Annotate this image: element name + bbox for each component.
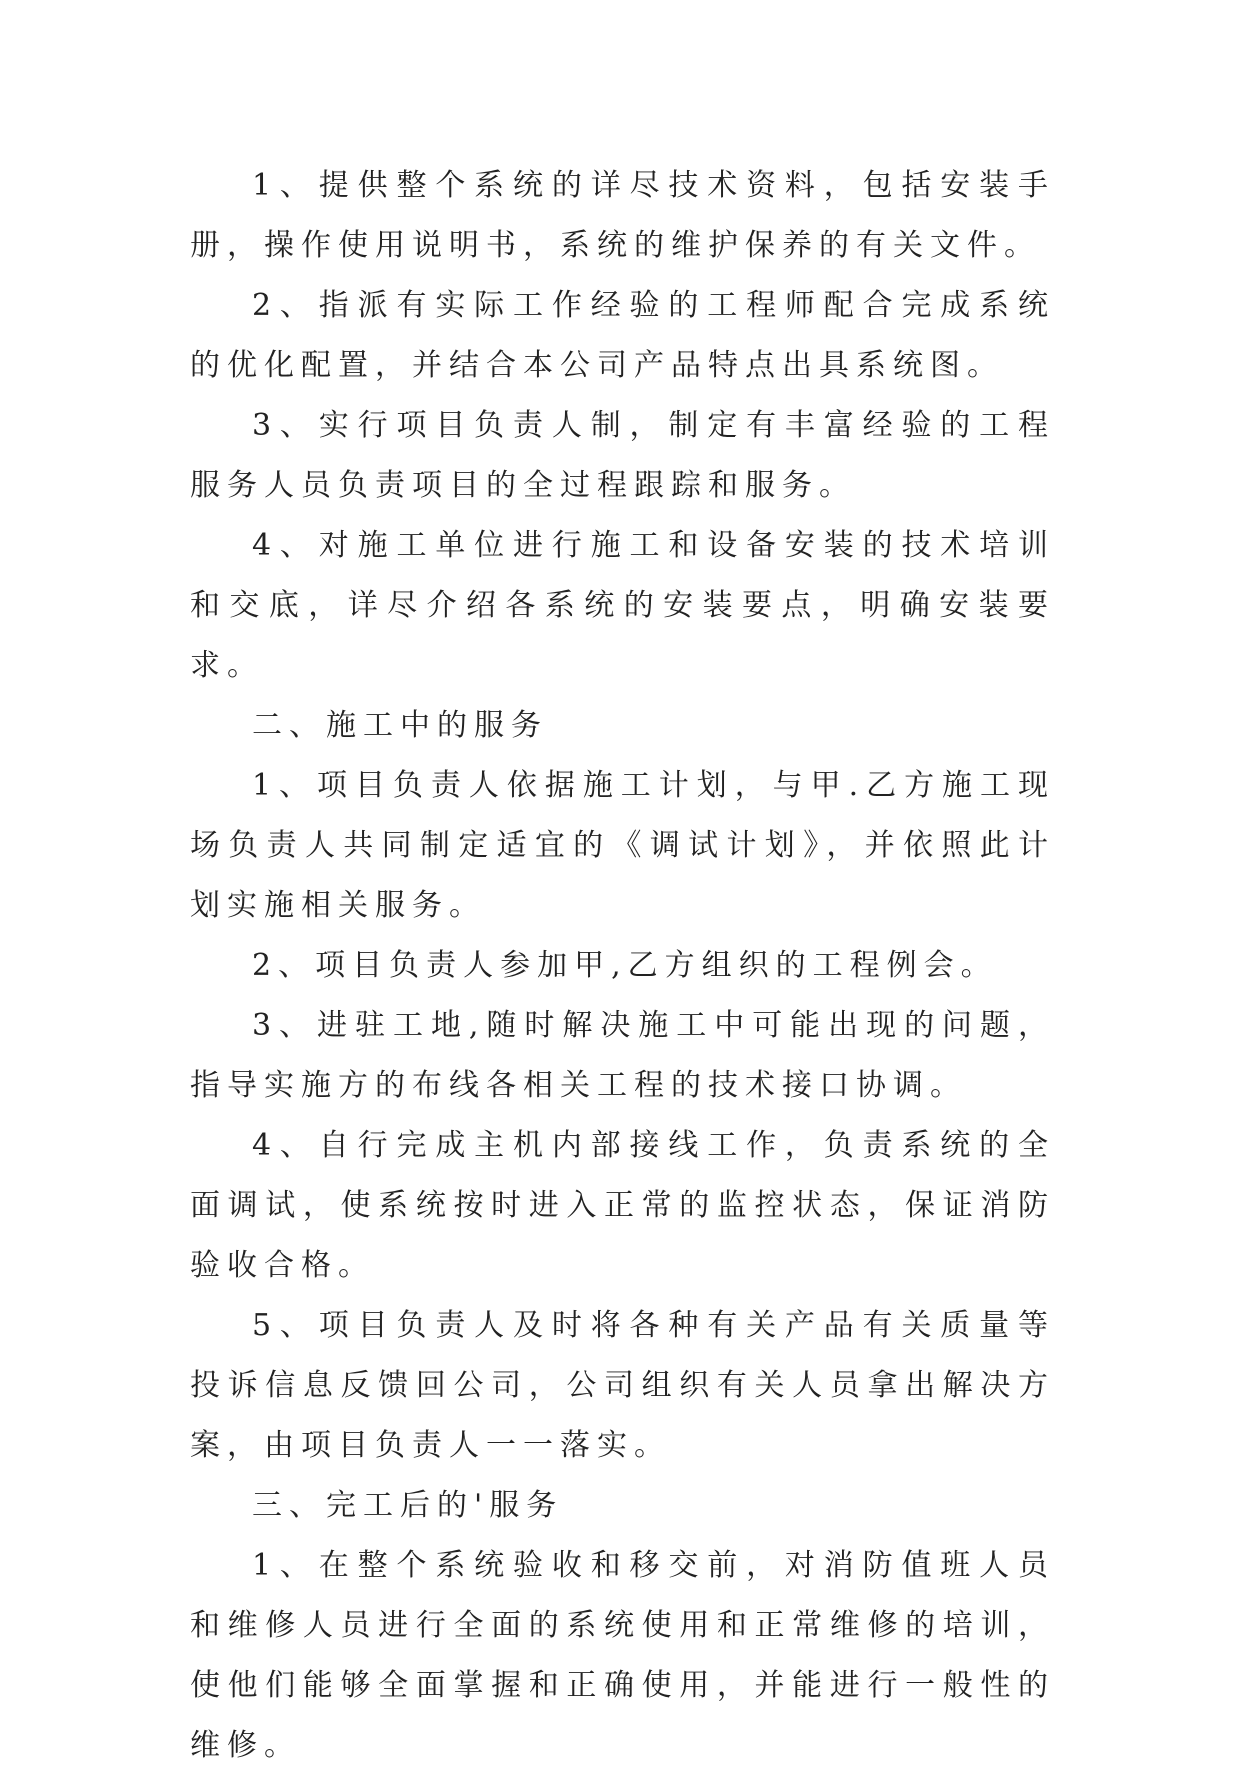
paragraph-during-4: 4、自行完成主机内部接线工作，负责系统的全面调试，使系统按时进入正常的监控状态，保证消防验收合格。 <box>190 1128 1055 1283</box>
paragraph-during-3: 3、进驻工地,随时解决施工中可能出现的问题，指导实施方的布线各相关工程的技术接口协调。 <box>190 1008 1055 1103</box>
paragraph-pre-2: 2、指派有实际工作经验的工程师配合完成系统的优化配置，并结合本公司产品特点出具系统图。 <box>190 288 1055 383</box>
paragraph-pre-4: 4、对施工单位进行施工和设备安装的技术培训和交底，详尽介绍各系统的安装要点，明确安装要求。 <box>190 528 1055 683</box>
paragraph-during-1: 1、项目负责人依据施工计划，与甲.乙方施工现场负责人共同制定适宜的《调试计划》，并依照此计划实施相关服务。 <box>190 768 1055 923</box>
paragraph-pre-1: 1、提供整个系统的详尽技术资料，包括安装手册，操作使用说明书，系统的维护保养的有关文件。 <box>190 168 1055 263</box>
section-heading-during-construction: 二、施工中的服务 <box>252 708 548 743</box>
paragraph-after-1: 1、在整个系统验收和移交前，对消防值班人员和维修人员进行全面的系统使用和正常维修的培训，使他们能够全面掌握和正确使用，并能进行一般性的维修。 <box>190 1548 1055 1763</box>
section-heading-after-completion: 三、完工后的'服务 <box>252 1488 564 1523</box>
document-body <box>190 156 1055 1776</box>
paragraph-during-5: 5、项目负责人及时将各种有关产品有关质量等投诉信息反馈回公司，公司组织有关人员拿出解决方案，由项目负责人一一落实。 <box>190 1308 1055 1463</box>
paragraph-during-2: 2、项目负责人参加甲,乙方组织的工程例会。 <box>252 948 998 983</box>
paragraph-pre-3: 3、实行项目负责人制，制定有丰富经验的工程服务人员负责项目的全过程跟踪和服务。 <box>190 408 1055 503</box>
